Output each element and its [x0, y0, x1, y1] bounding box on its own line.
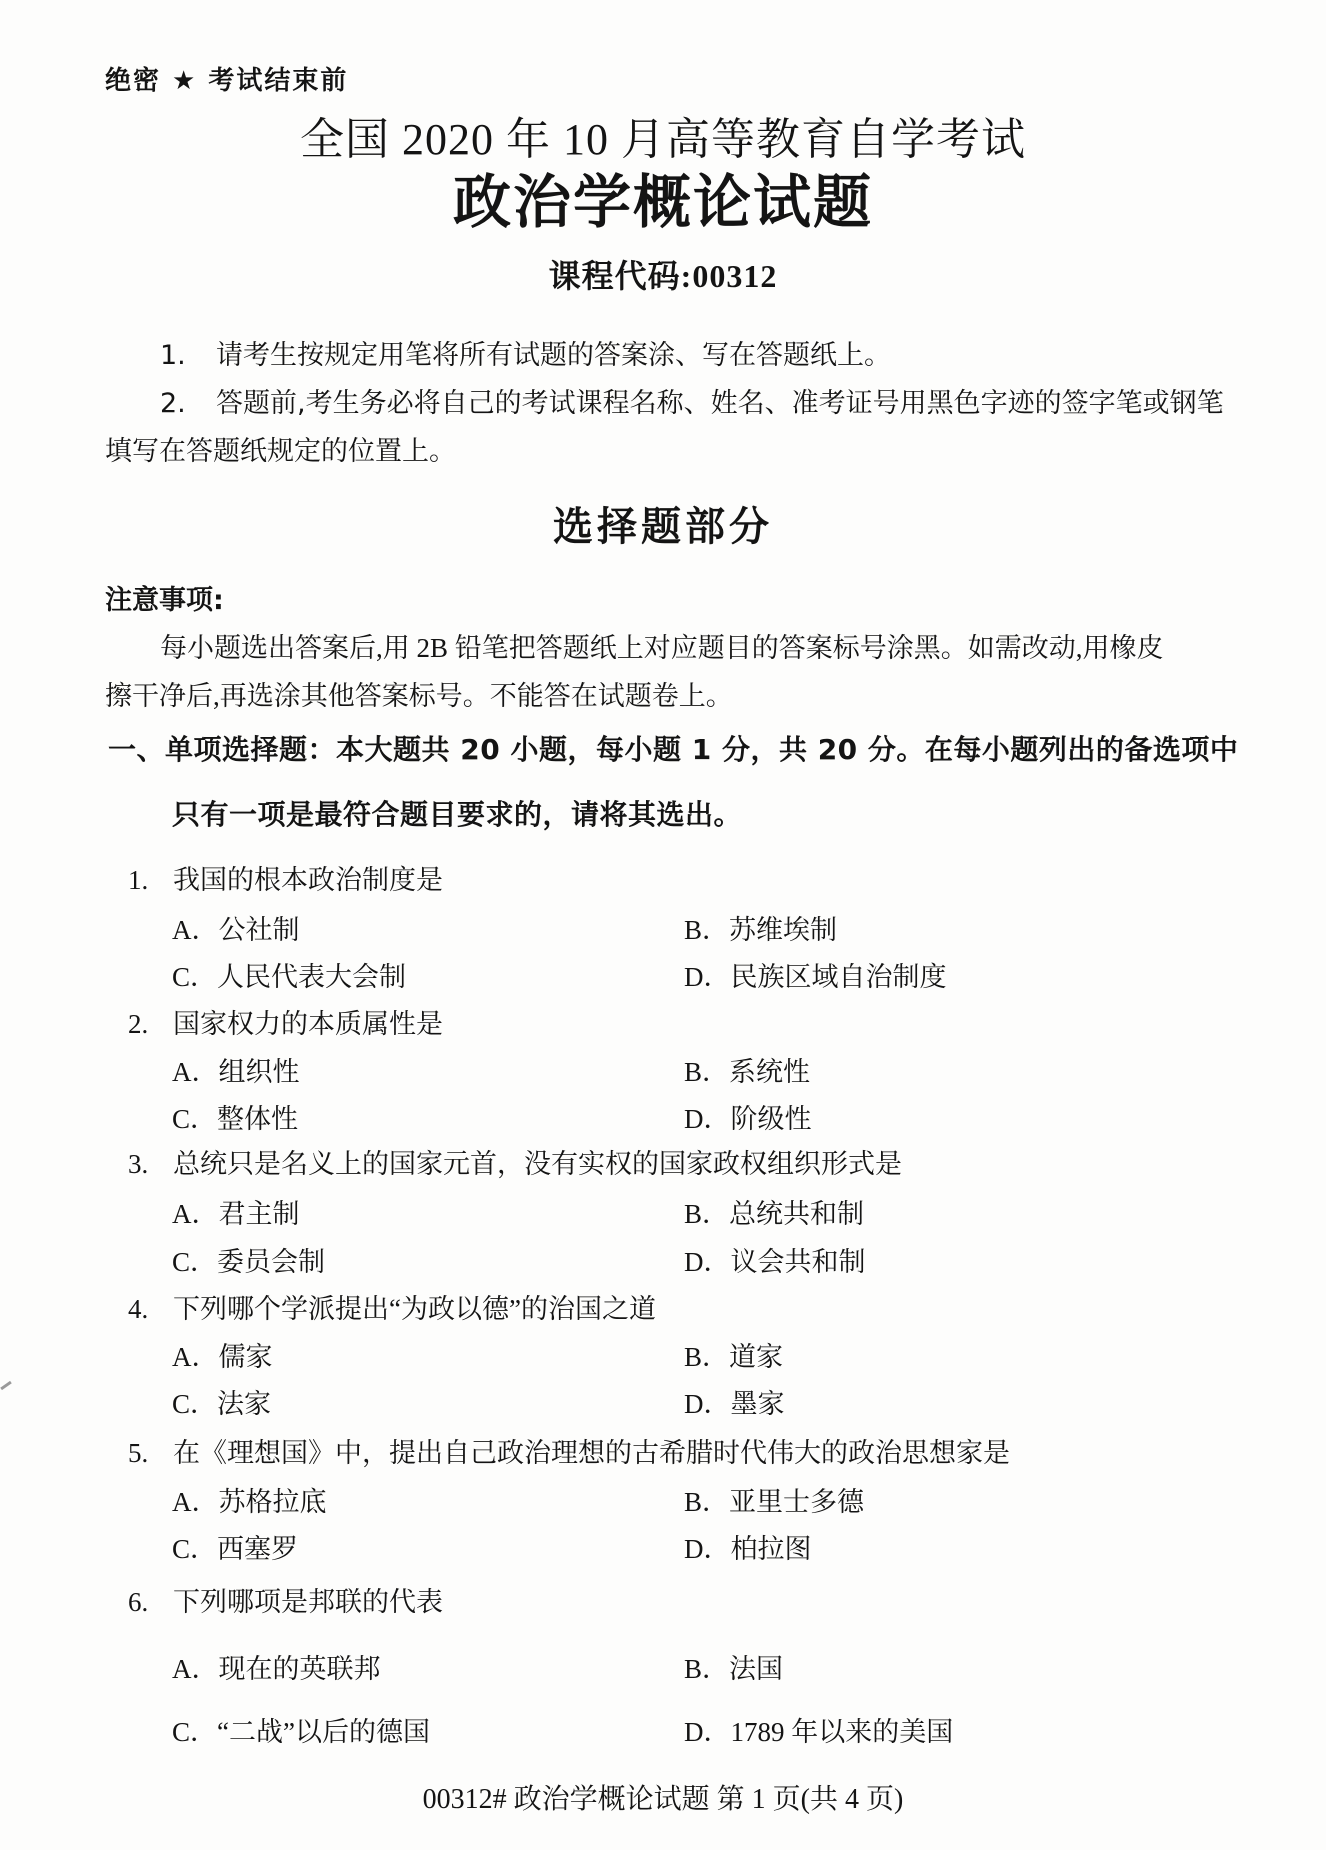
question-6-option-c: C．“二战”以后的德国 — [172, 1717, 430, 1747]
question-1-stem: 我国的根本政治制度是 — [173, 865, 443, 895]
question-4-option-b: B．道家 — [684, 1342, 784, 1372]
security-classification-label: 绝密 ★ 考试结束前 — [105, 66, 349, 96]
question-3-option-b: B．总统共和制 — [684, 1199, 865, 1229]
notes-heading: 注意事项: — [105, 585, 224, 616]
question-3-options-row-1 — [0, 1192, 1326, 1228]
section-heading-line-1: 一、单项选择题：本大题共 20 小题，每小题 1 分，共 20 分。在每小题列出的备选项中 — [108, 733, 1239, 766]
question-3-options-row-2 — [0, 1240, 1326, 1276]
question-1-option-d: D．民族区域自治制度 — [684, 962, 947, 992]
question-2-option-d: D．阶级性 — [684, 1104, 812, 1134]
question-4-option-d: D．墨家 — [684, 1389, 785, 1419]
part-heading: 选择题部分 — [553, 504, 773, 550]
notice-item-1-number: 1. — [160, 340, 186, 371]
question-6-option-d: D．1789 年以来的美国 — [684, 1717, 954, 1747]
question-6-option-a: A．现在的英联邦 — [172, 1654, 381, 1684]
notice-item-1 — [160, 333, 891, 372]
question-1-number: 1. — [128, 865, 149, 895]
question-2-option-b: B．系统性 — [684, 1057, 811, 1087]
question-2-options-row-1 — [0, 1050, 1326, 1086]
question-6-options-row-2 — [0, 1710, 1326, 1746]
notice-continuation: 填写在答题纸规定的位置上。 — [105, 436, 456, 467]
question-4-option-a: A．儒家 — [172, 1342, 273, 1372]
question-4-options-row-1 — [0, 1335, 1326, 1371]
exam-subtitle: 政治学概论试题 — [452, 168, 873, 236]
question-1-option-b: B．苏维埃制 — [684, 915, 838, 945]
notice-item-2-text: 答题前,考生务必将自己的考试课程名称、姓名、准考证号用黑色字迹的签字笔或钢笔 — [216, 388, 1224, 419]
question-4-stem: 下列哪个学派提出“为政以德”的治国之道 — [173, 1294, 656, 1324]
question-4-number: 4. — [128, 1294, 149, 1324]
question-2-options-row-2 — [0, 1097, 1326, 1133]
question-2-option-c: C．整体性 — [172, 1104, 299, 1134]
question-5-options-row-1 — [0, 1480, 1326, 1516]
section-heading-line-2: 只有一项是最符合题目要求的，请将其选出。 — [172, 798, 743, 831]
notes-line-2: 擦干净后,再选涂其他答案标号。不能答在试题卷上。 — [105, 681, 733, 711]
question-5-options-row-2 — [0, 1527, 1326, 1563]
question-6-option-b: B．法国 — [684, 1654, 784, 1684]
course-code: 课程代码:00312 — [548, 258, 778, 294]
question-5-option-b: B．亚里士多德 — [684, 1487, 865, 1517]
question-5-option-c: C．西塞罗 — [172, 1534, 299, 1564]
question-1-option-a: A．公社制 — [172, 915, 300, 945]
question-3-option-a: A．君主制 — [172, 1199, 300, 1229]
question-5-stem: 在《理想国》中，提出自己政治理想的古希腊时代伟大的政治思想家是 — [173, 1438, 1010, 1468]
question-5-option-a: A．苏格拉底 — [172, 1487, 327, 1517]
question-5-option-d: D．柏拉图 — [684, 1534, 812, 1564]
question-2-stem-row — [128, 1002, 1326, 1038]
question-2-stem: 国家权力的本质属性是 — [173, 1009, 443, 1039]
question-6-number: 6. — [128, 1587, 149, 1617]
question-3-stem-row — [128, 1142, 1326, 1178]
question-4-option-c: C．法家 — [172, 1389, 272, 1419]
question-1-options-row-2 — [0, 955, 1326, 991]
question-5-number: 5. — [128, 1438, 149, 1468]
question-1-option-c: C．人民代表大会制 — [172, 962, 407, 992]
question-3-stem: 总统只是名义上的国家元首，没有实权的国家政权组织形式是 — [173, 1149, 902, 1179]
question-6-stem-row — [128, 1580, 1326, 1616]
question-1-options-row-1 — [0, 908, 1326, 944]
exam-title: 全国 2020 年 10 月高等教育自学考试 — [300, 115, 1026, 164]
question-2-option-a: A．组织性 — [172, 1057, 300, 1087]
question-4-stem-row — [128, 1287, 1326, 1323]
notice-item-2-number: 2. — [160, 388, 186, 419]
question-5-stem-row — [128, 1431, 1326, 1467]
question-4-options-row-2 — [0, 1382, 1326, 1418]
question-2-number: 2. — [128, 1009, 149, 1039]
question-1-stem-row — [128, 858, 1326, 894]
question-3-number: 3. — [128, 1149, 149, 1179]
question-6-stem: 下列哪项是邦联的代表 — [173, 1587, 443, 1617]
page-footer: 00312# 政治学概论试题 第 1 页(共 4 页) — [422, 1784, 904, 1815]
question-3-option-c: C．委员会制 — [172, 1247, 326, 1277]
notice-item-2 — [160, 381, 1224, 420]
question-3-option-d: D．议会共和制 — [684, 1247, 866, 1277]
question-6-options-row-1 — [0, 1647, 1326, 1683]
notes-line-1: 每小题选出答案后,用 2B 铅笔把答题纸上对应题目的答案标号涂黑。如需改动,用橡皮 — [160, 633, 1164, 663]
notice-item-1-text: 请考生按规定用笔将所有试题的答案涂、写在答题纸上。 — [216, 340, 891, 371]
